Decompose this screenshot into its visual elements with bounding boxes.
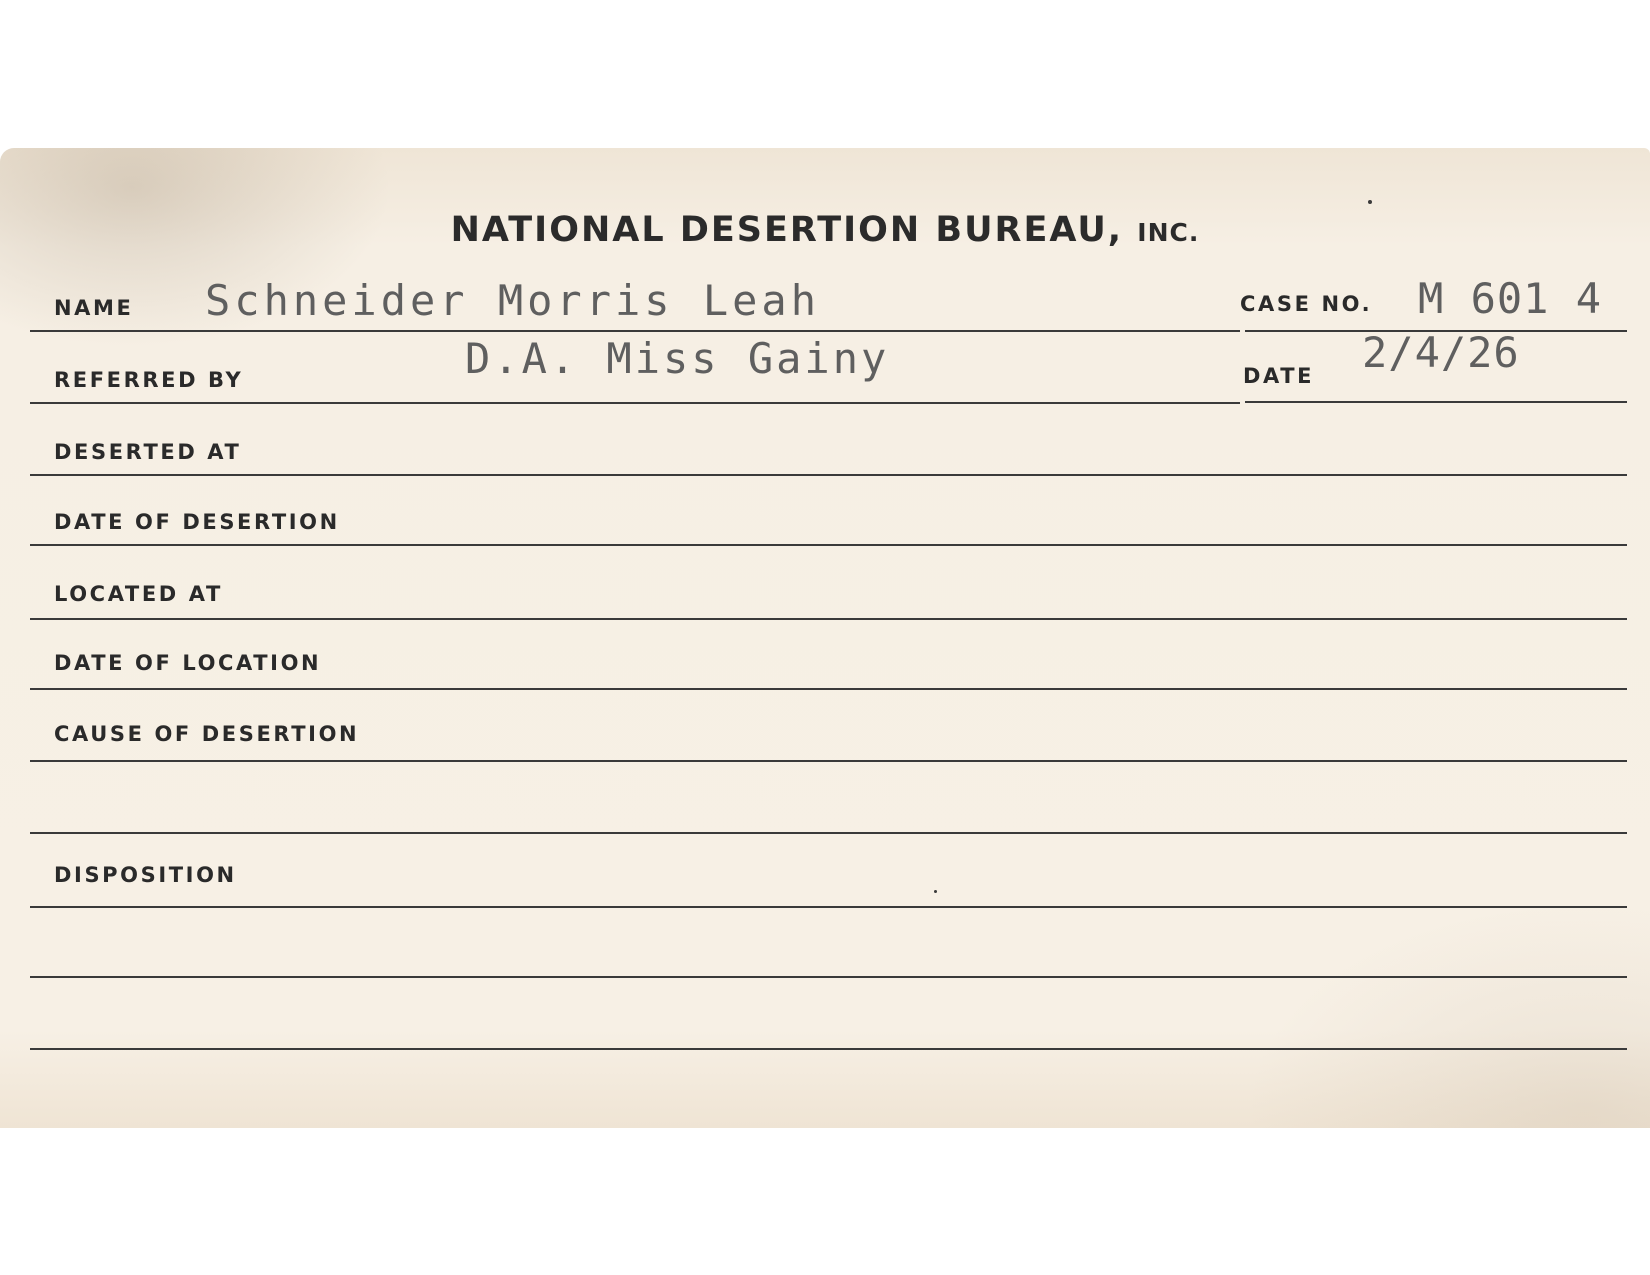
- deserted-at-label: DESERTED AT: [54, 440, 242, 464]
- deserted-at-rule: [30, 474, 1627, 476]
- disposition-rule: [30, 906, 1627, 908]
- disposition-extra-rule-2: [30, 1048, 1627, 1050]
- date-of-desertion-label: DATE OF DESERTION: [54, 510, 340, 534]
- ink-speck: [934, 890, 937, 893]
- case-no-value: M 601 4: [1418, 274, 1603, 323]
- index-card: [0, 148, 1650, 1128]
- date-rule: [1245, 401, 1627, 403]
- card-title: [0, 210, 1650, 250]
- date-of-location-label: DATE OF LOCATION: [54, 651, 322, 675]
- located-at-label: LOCATED AT: [54, 582, 223, 606]
- located-at-rule: [30, 618, 1627, 620]
- date-of-desertion-rule: [30, 544, 1627, 546]
- cause-extra-rule: [30, 832, 1627, 834]
- ink-speck: [1368, 200, 1372, 204]
- name-value: Schneider Morris Leah: [205, 276, 821, 325]
- disposition-extra-rule-1: [30, 976, 1627, 978]
- name-label: NAME: [54, 296, 134, 320]
- date-of-location-rule: [30, 688, 1627, 690]
- title-text: NATIONAL DESERTION BUREAU,: [450, 210, 1124, 250]
- date-value: 2/4/26: [1362, 328, 1520, 377]
- referred-by-rule: [30, 402, 1240, 404]
- case-no-label: CASE NO.: [1240, 292, 1373, 316]
- referred-by-label: REFERRED BY: [54, 368, 244, 392]
- cause-of-desertion-rule: [30, 760, 1627, 762]
- title-suffix: INC.: [1137, 218, 1200, 247]
- name-rule: [30, 330, 1240, 332]
- date-label: DATE: [1243, 364, 1315, 388]
- disposition-label: DISPOSITION: [54, 863, 237, 887]
- referred-by-value: D.A. Miss Gainy: [465, 334, 890, 383]
- cause-of-desertion-label: CAUSE OF DESERTION: [54, 722, 360, 746]
